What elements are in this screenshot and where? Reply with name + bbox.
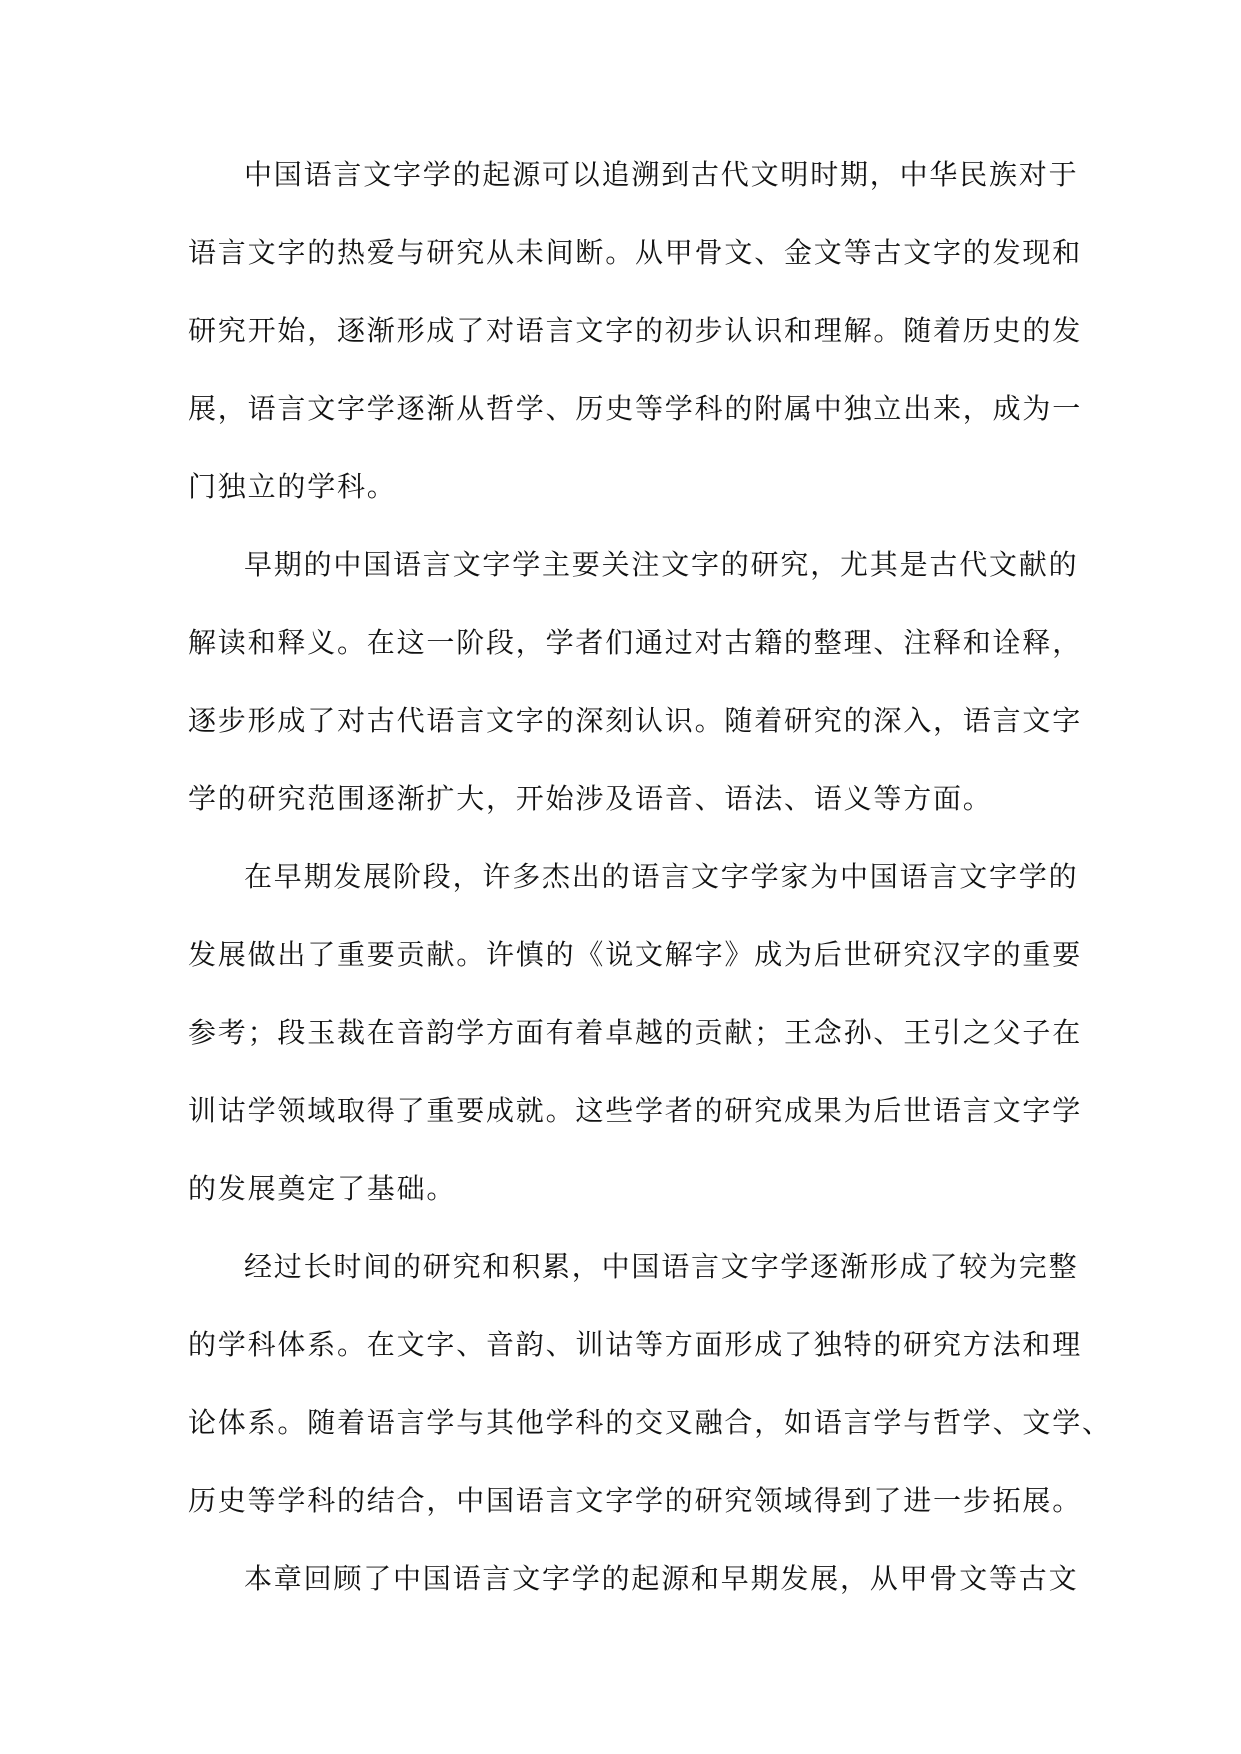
text-line: 在早期发展阶段，许多杰出的语言文字学家为中国语言文字学的 (244, 860, 1079, 893)
paragraph-1 (188, 136, 1083, 526)
text-line: 历史等学科的结合，中国语言文字学的研究领域得到了进一步拓展。 (188, 1484, 1083, 1517)
paragraph-5 (188, 1540, 1079, 1618)
text-line: 解读和释义。在这一阶段，学者们通过对古籍的整理、注释和诠释， (188, 626, 1083, 659)
text-line: 逐步形成了对古代语言文字的深刻认识。随着研究的深入，语言文字 (188, 704, 1083, 737)
text-line: 的学科体系。在文字、音韵、训诂等方面形成了独特的研究方法和理 (188, 1328, 1083, 1361)
text-line: 经过长时间的研究和积累，中国语言文字学逐渐形成了较为完整 (244, 1250, 1079, 1283)
paragraph-4 (188, 1228, 1112, 1540)
text-line: 中国语言文字学的起源可以追溯到古代文明时期，中华民族对于 (244, 158, 1079, 191)
text-line: 展，语言文字学逐渐从哲学、历史等学科的附属中独立出来，成为一 (188, 392, 1083, 425)
text-line: 本章回顾了中国语言文字学的起源和早期发展，从甲骨文等古文 (244, 1562, 1079, 1595)
body-text (188, 136, 1112, 1618)
text-line: 参考；段玉裁在音韵学方面有着卓越的贡献；王念孙、王引之父子在 (188, 1016, 1083, 1049)
text-line: 早期的中国语言文字学主要关注文字的研究，尤其是古代文献的 (244, 548, 1079, 581)
paragraph-2 (188, 526, 1083, 838)
text-line: 发展做出了重要贡献。许慎的《说文解字》成为后世研究汉字的重要 (188, 938, 1083, 971)
text-line: 的发展奠定了基础。 (188, 1172, 457, 1205)
text-line: 论体系。随着语言学与其他学科的交叉融合，如语言学与哲学、文学、 (188, 1406, 1112, 1439)
paragraph-3 (188, 838, 1083, 1228)
text-line: 训诂学领域取得了重要成就。这些学者的研究成果为后世语言文字学 (188, 1094, 1083, 1127)
text-line: 门独立的学科。 (188, 470, 397, 503)
text-line: 学的研究范围逐渐扩大，开始涉及语音、语法、语义等方面。 (188, 782, 993, 815)
text-line: 研究开始，逐渐形成了对语言文字的初步认识和理解。随着历史的发 (188, 314, 1083, 347)
text-line: 语言文字的热爱与研究从未间断。从甲骨文、金文等古文字的发现和 (188, 236, 1083, 269)
